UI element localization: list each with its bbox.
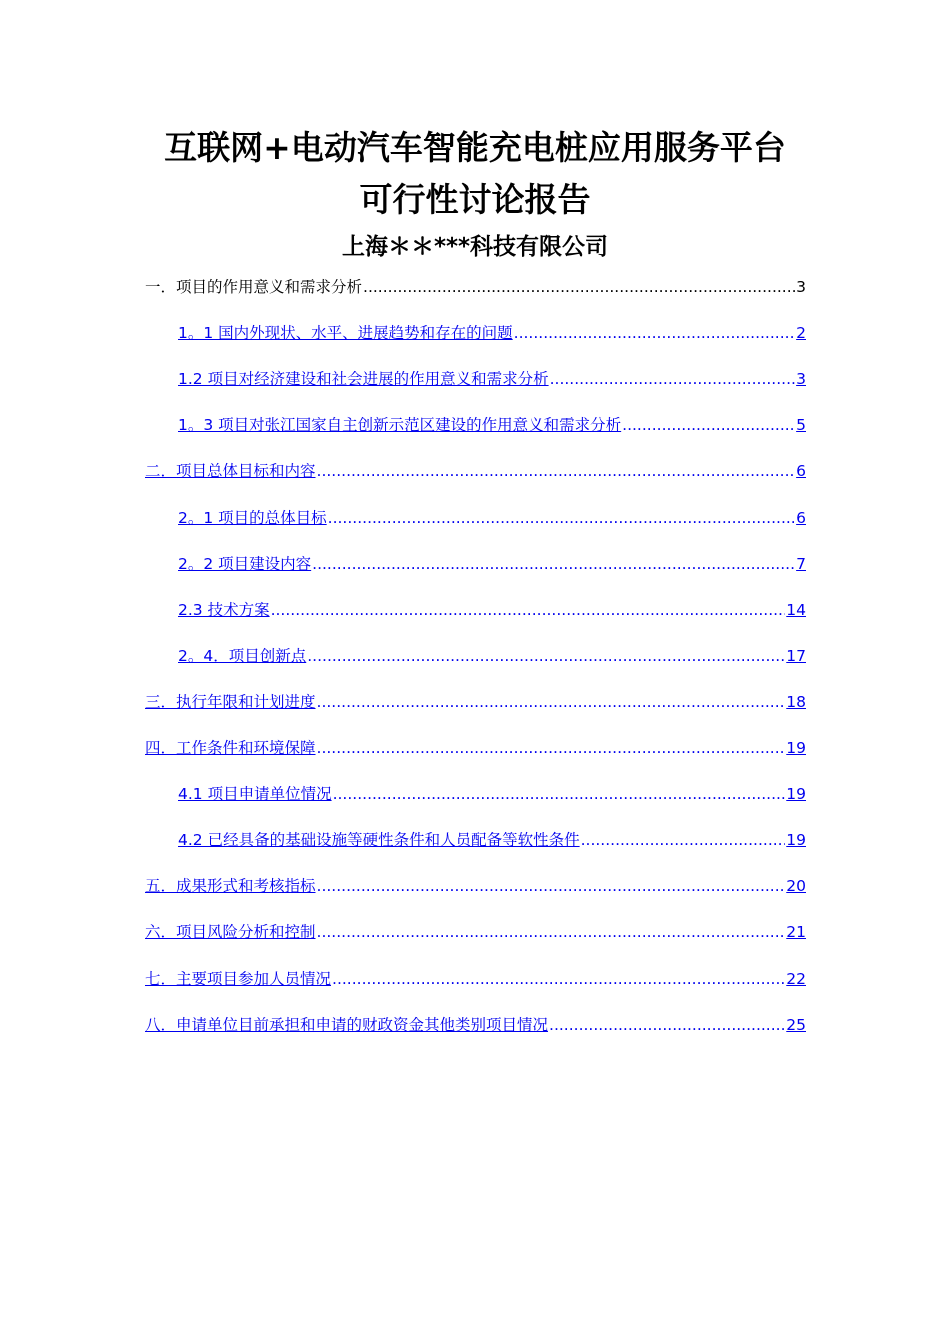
toc-dot-leader: [328, 507, 795, 529]
toc-entry-title: 4.2 已经具备的基础设施等硬性条件和人员配备等软性条件: [178, 831, 580, 850]
toc-entry-page-number: 25: [786, 1015, 806, 1034]
toc-entry[interactable]: [178, 825, 806, 851]
toc-entry: [145, 272, 806, 298]
toc-entry-title: 四．工作条件和环境保障: [145, 739, 316, 757]
toc-dot-leader: [581, 829, 786, 851]
toc-dot-leader: [271, 599, 786, 621]
toc-entry-page-number: 5: [796, 416, 806, 435]
toc-entry-page-number: 3: [796, 278, 806, 296]
toc-entry-title: 1。3 项目对张江国家自主创新示范区建设的作用意义和需求分析: [178, 416, 622, 435]
toc-entry[interactable]: [178, 779, 806, 805]
toc-dot-leader: [333, 783, 786, 805]
toc-entry-title: 一．项目的作用意义和需求分析: [145, 278, 363, 296]
toc-dot-leader: [312, 553, 795, 575]
toc-entry[interactable]: [145, 687, 806, 713]
toc-entry[interactable]: [145, 917, 806, 943]
toc-entry-title: 2。2 项目建设内容: [178, 554, 312, 573]
toc-entry[interactable]: [145, 964, 806, 990]
toc-dot-leader: [550, 368, 796, 390]
toc-dot-leader: [363, 276, 795, 298]
toc-entry[interactable]: [178, 318, 806, 344]
toc-entry-title: 六．项目风险分析和控制: [145, 923, 316, 942]
toc-entry-title: 4.1 项目申请单位情况: [178, 785, 332, 804]
toc-entry-title: 1。1 国内外现状、水平、进展趋势和存在的问题: [178, 324, 513, 343]
toc-entry-title: 2.3 技术方案: [178, 600, 270, 619]
toc-entry-page-number: 21: [786, 923, 806, 942]
toc-entry-page-number: 19: [786, 831, 806, 850]
toc-entry-title: 2。4．项目创新点: [178, 646, 307, 665]
company-name: 上海＊＊***科技有限公司: [341, 234, 609, 260]
toc-entry-page-number: 22: [786, 969, 806, 988]
toc-entry-page-number: 19: [786, 739, 806, 757]
toc-dot-leader: [317, 691, 786, 713]
toc-entry[interactable]: [145, 733, 806, 759]
toc-entry[interactable]: [178, 410, 806, 436]
toc-dot-leader: [514, 322, 795, 344]
document-title-line2: 可行性讨论报告: [359, 180, 591, 219]
toc-entry-page-number: 19: [786, 785, 806, 804]
toc-entry-page-number: 17: [786, 646, 806, 665]
toc-entry[interactable]: [145, 456, 806, 482]
toc-dot-leader: [317, 737, 786, 759]
toc-entry-page-number: 7: [796, 554, 806, 573]
toc-dot-leader: [332, 968, 785, 990]
toc-entry[interactable]: [145, 871, 806, 897]
toc-dot-leader: [549, 1014, 785, 1036]
toc-entry-page-number: 14: [786, 600, 806, 619]
toc-entry[interactable]: [178, 641, 806, 667]
toc-entry-title: 三．执行年限和计划进度: [145, 692, 316, 711]
toc-entry-page-number: 6: [796, 462, 806, 481]
toc-entry-page-number: 20: [786, 877, 806, 896]
toc-entry-page-number: 3: [796, 370, 806, 389]
toc-entry[interactable]: [145, 1010, 806, 1036]
toc-entry-title: 五．成果形式和考核指标: [145, 877, 316, 896]
toc-entry[interactable]: [178, 503, 806, 529]
toc-dot-leader: [317, 875, 786, 897]
toc-entry-page-number: 18: [786, 692, 806, 711]
toc-entry-title: 2。1 项目的总体目标: [178, 508, 327, 527]
toc-entry[interactable]: [178, 595, 806, 621]
toc-dot-leader: [317, 921, 786, 943]
toc-dot-leader: [307, 645, 785, 667]
toc-entry-title: 八．申请单位目前承担和申请的财政资金其他类别项目情况: [145, 1015, 549, 1034]
toc-entry-page-number: 2: [796, 324, 806, 343]
toc-entry-title: 二．项目总体目标和内容: [145, 462, 316, 481]
toc-entry-title: 1.2 项目对经济建设和社会进展的作用意义和需求分析: [178, 370, 549, 389]
document-title-line1: 互联网+电动汽车智能充电桩应用服务平台: [164, 128, 786, 167]
toc-dot-leader: [317, 460, 796, 482]
toc-entry[interactable]: [178, 364, 806, 390]
toc-entry[interactable]: [178, 549, 806, 575]
toc-entry-page-number: 6: [796, 508, 806, 527]
toc-dot-leader: [622, 414, 795, 436]
toc-entry-title: 七．主要项目参加人员情况: [145, 969, 332, 988]
